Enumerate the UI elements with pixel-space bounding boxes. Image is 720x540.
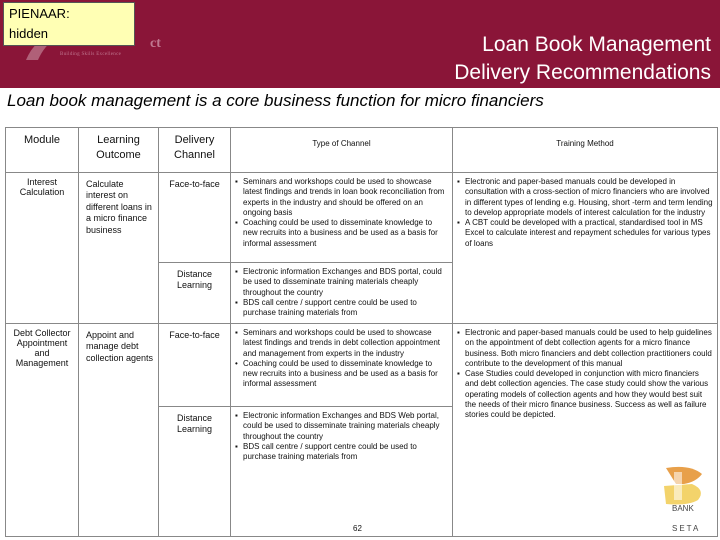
comment-note-text: hidden [9,26,49,41]
outcome-cell: Calculate interest on different loans in a micro finance business [79,173,159,324]
comment-note-author: PIENAAR: [9,6,70,21]
type-text: Electronic information Exchanges and BDS Web portal, could be used to disseminate training materials cheaply throughout the country [243,411,440,441]
method-cell [453,173,718,324]
list-item: ▪ Electronic information Exchanges and BDS portal, could be used to disseminate training materials cheaply throughout the country [235,267,442,297]
header-training-method: Training Method [453,128,718,173]
header-learning-outcome: Learning Outcome [79,128,159,173]
comment-note[interactable] [3,2,135,46]
method-text: Electronic and paper-based manuals could be used to help guidelines on the appointment of debt collection agents for a micro finance business. Both micro financiers and debt collection practitioners could contribute to the development of this manual [465,328,712,368]
method-text: Case Studies could developed in conjunction with micro financiers and debt collection agencies. The case study could show the various operating models of collection agents and how they would best suit the needs of their micro finance business. Success as well as failure stories could be depicted. [465,369,709,420]
header-type-of-channel: Type of Channel [231,128,453,173]
bankseta-logo-text-2: SETA [672,524,701,533]
bankseta-logo-icon [652,462,716,506]
list-item: ▪ Coaching could be used to disseminate knowledge to new recruits into a business and be used as a basis for informal assessment [235,218,438,248]
list-item: • Coaching could be used to disseminate knowledge to new recruits into a business and be used as a basis for informal assessment [235,358,438,389]
faded-logo-text: ct [150,36,161,51]
type-text: Coaching could be used to disseminate knowledge to new recruits into a business and be used as a basis for informal assessment [243,358,438,389]
list-item: ▪ Seminars and workshops could be used to showcase latest findings and trends in loan book reconciliation from experts in the industry and should be offered on an ongoing basis [235,177,445,217]
type-cell [231,173,453,263]
table-row [6,173,718,263]
type-text: Seminars and workshops could be used to showcase latest findings and trends in debt collection appointment and management from experts in the industry [243,328,441,358]
header-delivery-channel: Delivery Channel [159,128,231,173]
subtitle: Loan book management is a core business function for micro financiers [7,91,544,110]
list-item: ▪ Electronic information Exchanges and BDS Web portal, could be used to disseminate training materials cheaply throughout the country [235,411,440,441]
channel-cell: Distance Learning [159,263,231,324]
channel-cell: Face-to-face [159,173,231,263]
module-cell: Debt Collector Appointment and Management [6,324,79,537]
list-item: ▪ Electronic and paper-based manuals could be used to help guidelines on the appointment of debt collection agents for a micro finance business. Both micro financiers and debt collection practitioners could contribute to the development of this manual [457,328,712,368]
method-text: A CBT could be developed with a practical, standardised tool in MS Excel to calculate interest and repayment schedules for various types of loans [465,218,711,248]
method-text: Electronic and paper-based manuals could be developed in consultation with a cross-section of micro financiers who are involved in different types of lending e.g. Housing, short -term and term lending to develop appropriate models of interest calculation for the industry [465,177,713,217]
channel-cell: Distance Learning [159,407,231,537]
type-text: Seminars and workshops could be used to showcase latest findings and trends in loan book reconciliation from experts in the industry and should be offered on an ongoing basis [243,177,445,217]
channel-cell: Face-to-face [159,324,231,407]
faded-logo-tagline: Building Skills Excellence [60,52,122,57]
list-item: ▪ Electronic and paper-based manuals could be developed in consultation with a cross-section of micro financiers who are involved in different types of lending e.g. Housing, short -term and term lending to develop appropriate models of interest calculation for the industry [457,177,713,217]
list-item: ▪ BDS call centre / support centre could be used to purchase training materials from [235,297,417,318]
title-line-2: Delivery Recommendations [454,61,711,84]
type-text: Coaching could be used to disseminate knowledge to new recruits into a business and be used as a basis for informal assessment [243,218,438,248]
table-row [6,324,718,407]
list-item: ▪ BDS call centre / support centre could be used to purchase training materials from [235,441,417,462]
header-module: Module [6,128,79,173]
title-line-1: Loan Book Management [482,33,711,56]
type-text: BDS call centre / support centre could be used to purchase training materials from [243,297,417,318]
list-item: ▪ A CBT could be developed with a practical, standardised tool in MS Excel to calculate interest and repayment schedules for various types of loans [457,218,711,248]
list-item: ▪ Case Studies could developed in conjunction with micro financiers and debt collection agencies. The case study could show the various operating models of collection agents and how they would best suit the needs of their micro finance business. Success as well as failure stories could be depicted. [457,369,709,420]
page-number: 62 [353,524,362,533]
delivery-table [5,127,718,537]
type-cell [231,407,453,537]
list-item: ▪ Seminars and workshops could be used to showcase latest findings and trends in debt collection appointment and management from experts in the industry [235,328,441,358]
module-cell: Interest Calculation [6,173,79,324]
type-text: BDS call centre / support centre could be used to purchase training materials from [243,441,417,462]
bankseta-logo [652,462,716,538]
bankseta-logo-text-1: BANK [672,504,694,513]
outcome-cell: Appoint and manage debt collection agents [79,324,159,537]
type-cell [231,263,453,324]
type-cell [231,324,453,407]
table-header-row [6,128,718,173]
type-text: Electronic information Exchanges and BDS portal, could be used to disseminate training materials cheaply throughout the country [243,267,442,297]
